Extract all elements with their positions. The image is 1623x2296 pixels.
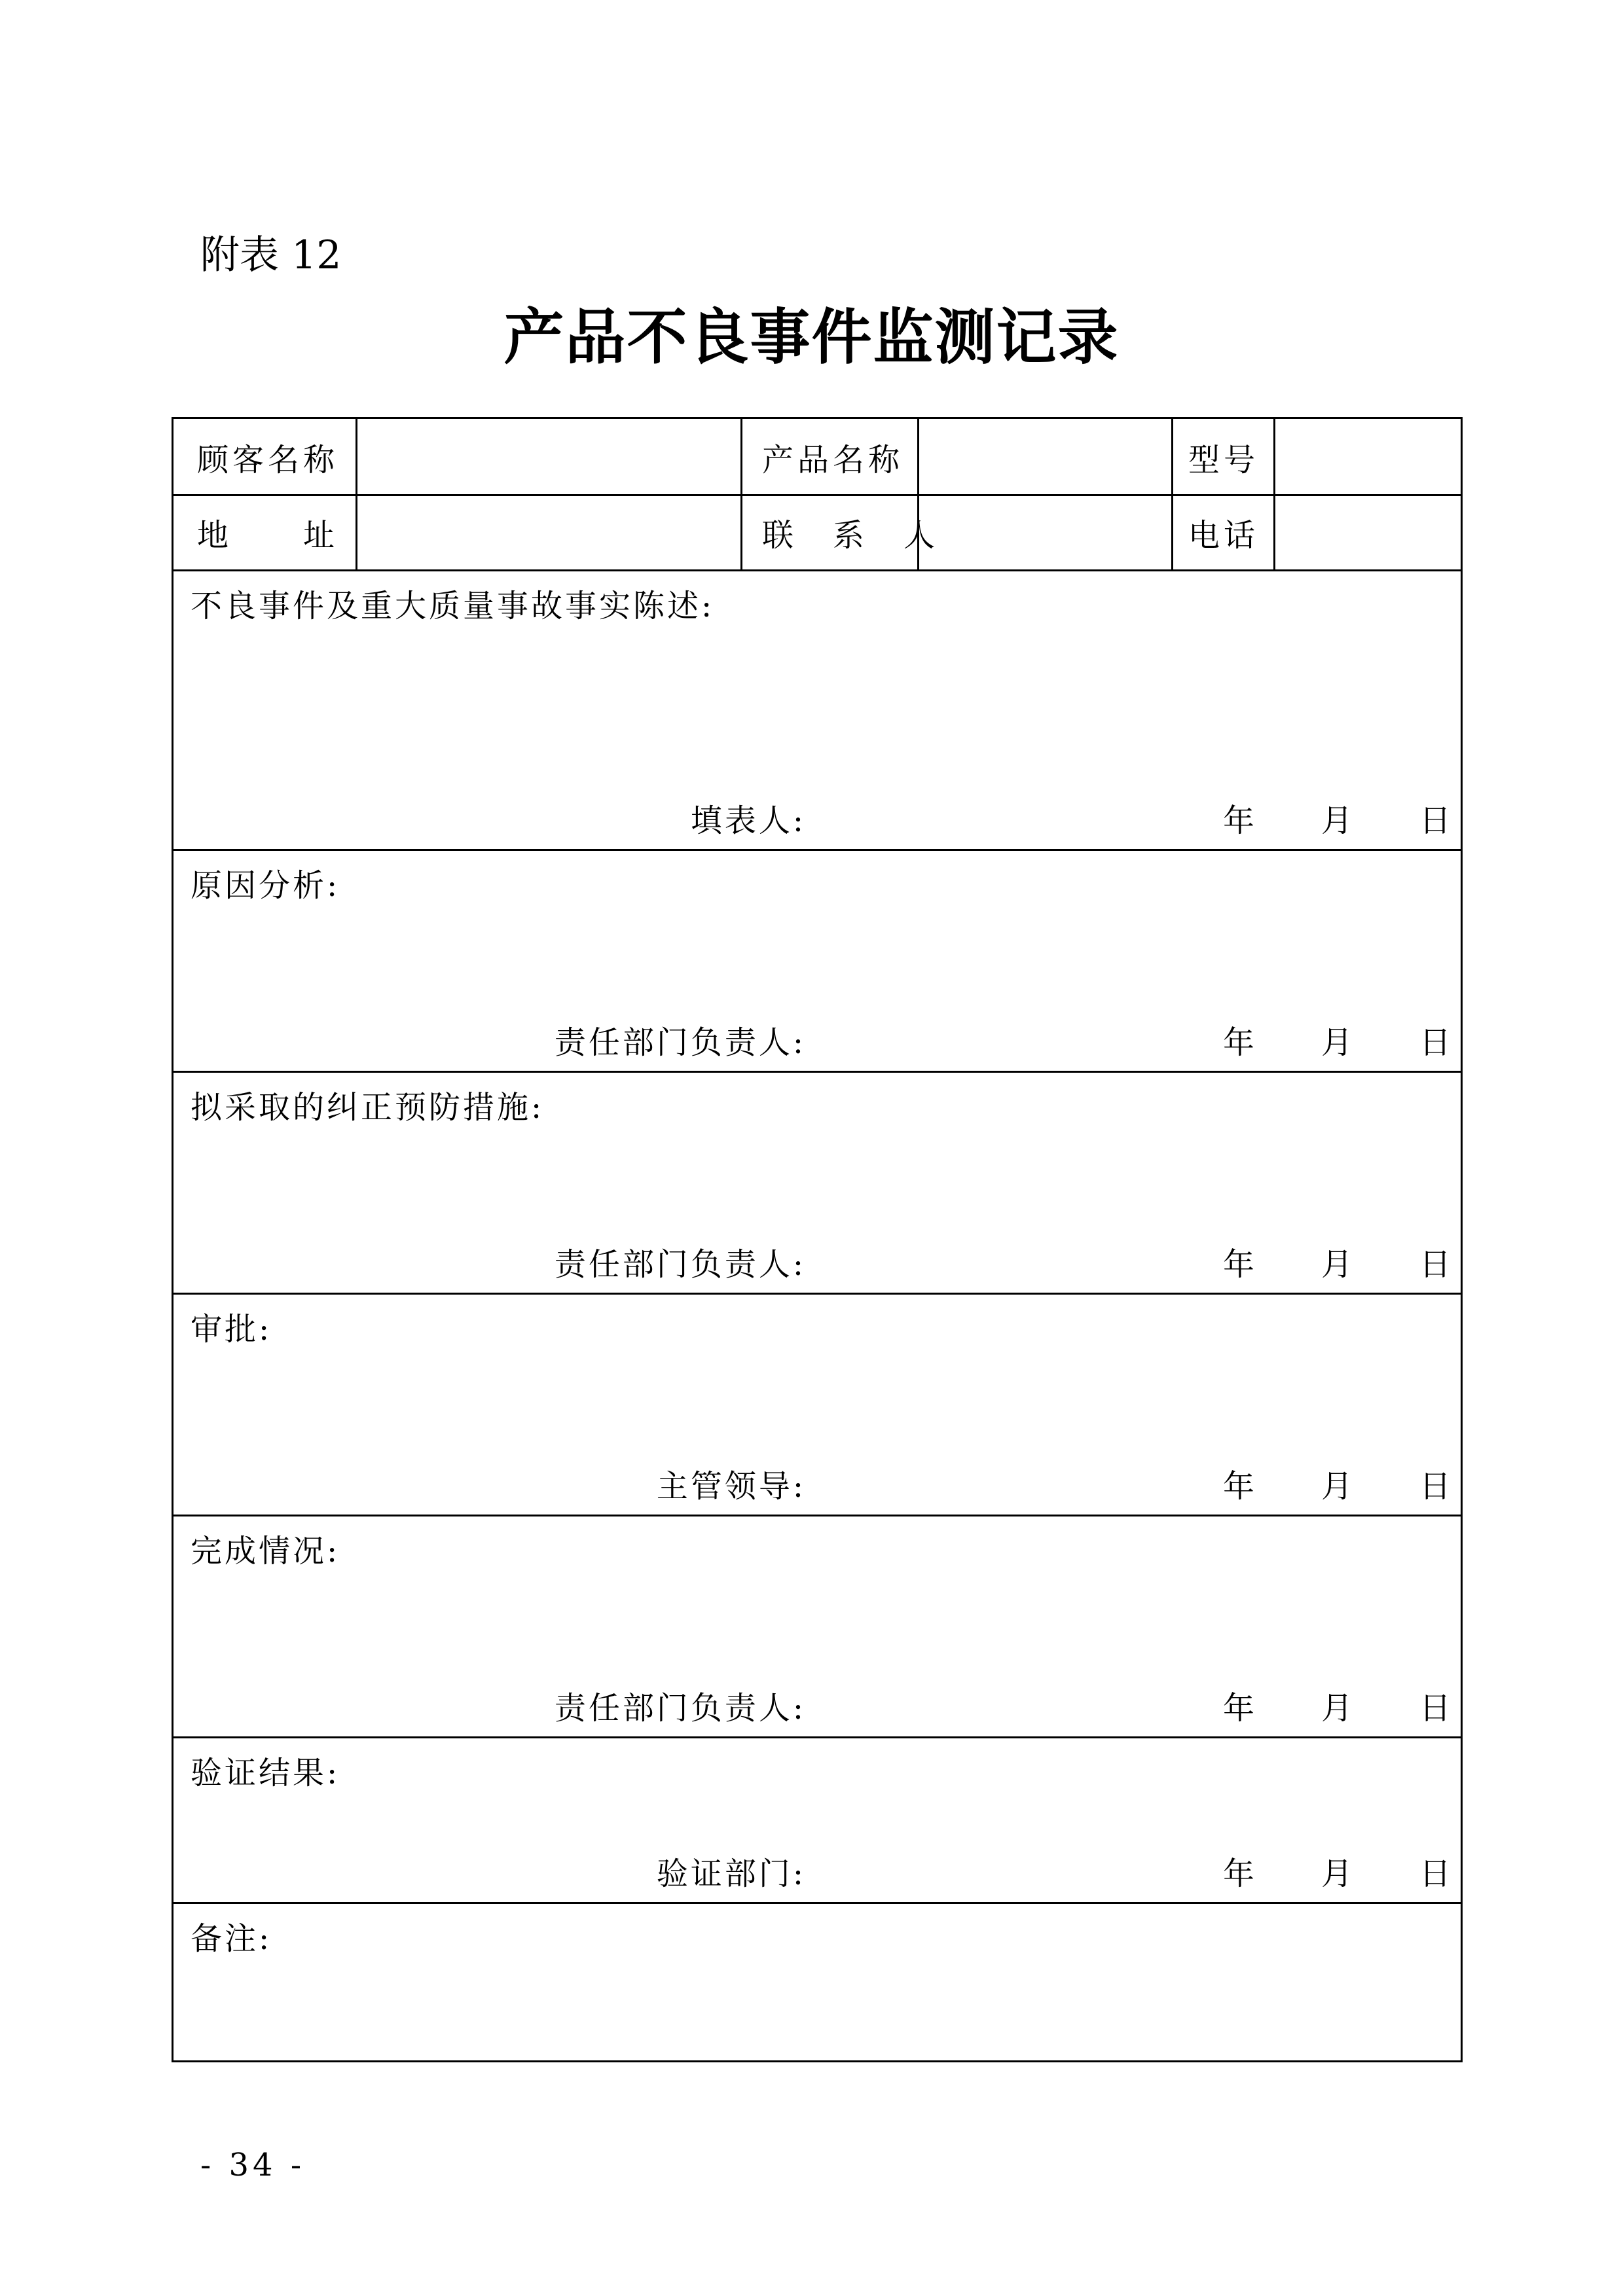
signer-label: 填表人:: [690, 802, 806, 839]
row-divider: [173, 1071, 1461, 1073]
address-label: 地 址: [197, 517, 339, 554]
month-label: 月: [1321, 1856, 1353, 1892]
row-divider: [173, 1736, 1461, 1738]
model-label: 型号: [1188, 442, 1260, 478]
appendix-label: 附表 12: [200, 232, 342, 278]
section-title-incident: 不良事件及重大质量事故事实陈述:: [191, 588, 715, 624]
row-divider: [173, 569, 1461, 571]
contact-person-label: 联 系 人: [762, 517, 939, 554]
day-label: 日: [1419, 1690, 1451, 1727]
month-label: 月: [1321, 802, 1353, 839]
year-label: 年: [1223, 1856, 1255, 1892]
phone-label: 电话: [1188, 517, 1260, 554]
section-title-remarks: 备注:: [191, 1920, 272, 1957]
row-divider: [173, 849, 1461, 851]
year-label: 年: [1223, 1468, 1255, 1505]
section-title-cause: 原因分析:: [191, 867, 340, 904]
day-label: 日: [1419, 1468, 1451, 1505]
month-label: 月: [1321, 1246, 1353, 1283]
year-label: 年: [1223, 1024, 1255, 1061]
day-label: 日: [1419, 1246, 1451, 1283]
section-title-corrective: 拟采取的纠正预防措施:: [191, 1089, 545, 1126]
section-title-completion: 完成情况:: [191, 1533, 340, 1570]
signer-label: 责任部门负责人:: [554, 1246, 806, 1283]
record-form: [172, 417, 1463, 2062]
signer-label: 责任部门负责人:: [554, 1690, 806, 1727]
year-label: 年: [1223, 802, 1255, 839]
signer-label: 验证部门:: [656, 1856, 806, 1892]
section-title-verification: 验证结果:: [191, 1755, 340, 1791]
signer-label: 主管领导:: [656, 1468, 806, 1505]
year-label: 年: [1223, 1246, 1255, 1283]
page-title: 产品不良事件监测记录: [503, 302, 1120, 372]
section-title-approval: 审批:: [191, 1311, 272, 1348]
day-label: 日: [1419, 1024, 1451, 1061]
row-divider: [173, 1293, 1461, 1295]
row-divider: [173, 494, 1461, 496]
month-label: 月: [1321, 1690, 1353, 1727]
month-label: 月: [1321, 1468, 1353, 1505]
row-divider: [173, 1515, 1461, 1516]
year-label: 年: [1223, 1690, 1255, 1727]
day-label: 日: [1419, 1856, 1451, 1892]
page-number: - 34 -: [200, 2147, 306, 2183]
product-name-label: 产品名称: [762, 442, 904, 478]
row-divider: [173, 1902, 1461, 1904]
signer-label: 责任部门负责人:: [554, 1024, 806, 1061]
month-label: 月: [1321, 1024, 1353, 1061]
day-label: 日: [1419, 802, 1451, 839]
customer-name-label: 顾客名称: [197, 442, 339, 478]
